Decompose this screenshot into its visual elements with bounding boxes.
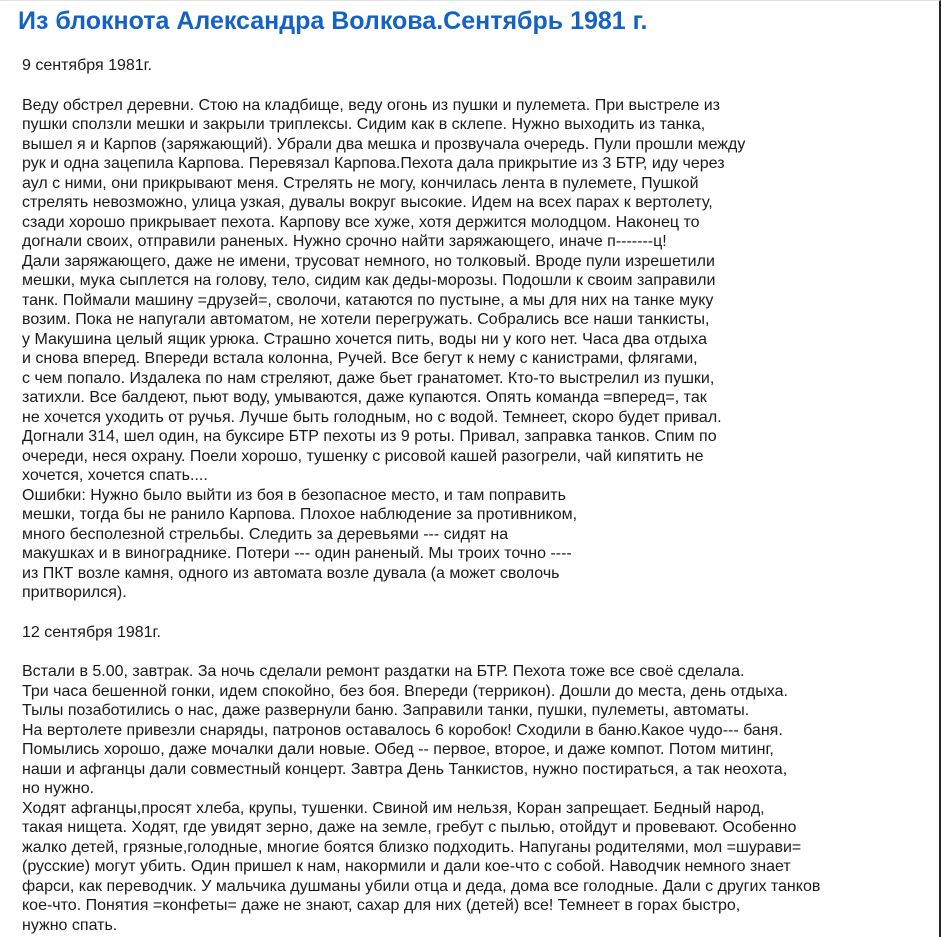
text-line: затихли. Все балдеют, пьют воду, умываются, даже купаются. Опять команда =вперед=, так [22,389,707,406]
text-line: макушках и в винограднике. Потери --- один раненый. Мы троих точно ---- [22,545,572,562]
text-line: и снова вперед. Впереди встала колонна, Ручей. Все бегут к нему с канистрами, флягами, [22,350,698,367]
text-line: мешки, тогда бы не ранило Карпова. Плохое наблюдение за противником, [22,506,578,523]
text-line: Тылы позаботились о нас, даже развернули баню. Заправили танки, пушки, пулеметы, автоматы. [22,702,750,719]
text-line: у Макушина целый ящик урюка. Страшно хочется пить, воды ни у кого нет. Часа два отдыха [22,330,707,348]
entry-date: 9 сентября 1981г. [22,57,152,74]
text-line: На вертолете привезли снаряды, патронов оставалось 6 коробок! Сходили в баню.Какое чудо--- баня. [22,721,783,739]
text-line: (русские) могут убить. Один пришел к нам, накормили и дали кое-что с собой. Наводчик немного знает [22,858,791,875]
text-line: притворился). [22,584,127,601]
text-line: очереди, неся охрану. Поели хорошо, тушенку с рисовой кашей разогрели, чай кипятить не [22,447,704,465]
text-line: фарси, как переводчик. У мальчика душманы убили отца и деда, дома все голодные. Дали с других танков [22,877,821,895]
text-line: Догнали 314, шел один, на буксире БТР пехоты из 9 роты. Привал, заправка танков. Спим по [22,428,717,445]
text-line: танк. Поймали машину =друзей=, сволочи, катаются по пустыне, а мы для них на танке муку [22,291,714,309]
text-line: стрелять невозможно, улица узкая, дувалы вокруг высокие. Идем на всех парах к вертолету, [22,194,713,211]
text-line: много бесполезной стрельбы. Следить за деревьями --- сидят на [22,525,509,543]
text-line: такая нищета. Ходят, где увидят зерно, даже на земле, гребут с пылью, отойдут и провевают. Особенно [22,819,797,836]
text-line: Ошибки: Нужно было выйти из боя в безопасное место, и там поправить [22,486,566,504]
text-line: нужно спать. [22,916,118,934]
page-title: Из блокнота Александра Волкова.Сентябрь 1981 г. [18,7,648,35]
text-line: с чем попало. Издалека по нам стреляют, даже бьет гранатомет. Кто-то выстрелил из пушки, [22,369,715,387]
text-line: кое-что. Понятия =конфеты= даже не знают, сахар для них (детей) все! Темнеет в горах быстро, [22,897,741,914]
text-line: но нужно. [22,780,95,797]
text-line: не хочется уходить от ручья. Лучше быть голодным, но с водой. Темнеет, скоро будет привал. [22,408,722,426]
text-line: мешки, мука сыплется на голову, тело, сидим как деды-морозы. Подошли к своим заправили [22,272,716,289]
text-line: пушки сползли мешки и закрыли триплексы. Сидим как в склепе. Нужно выходить из танка, [22,116,706,133]
text-line: наши и афганцы дали совместный концерт. Завтра День Танкистов, нужно постираться, а так неохота, [22,760,788,778]
entry-body [22,96,939,603]
text-line: рук и одна зацепила Карпова. Перевязал Карпова.Пехота дала прикрытие из 3 БТР, иду через [22,155,725,172]
text-line: вышел я и Карпов (заряжающий). Убрали два мешка и прозвучала очередь. Пули прошли между [22,135,746,153]
text-line: жалко детей, грязные,голодные, многие боятся близко подходить. Напуганы родителями, мол =шурави= [22,838,802,856]
entry-body [22,662,939,935]
text-line: Три часа бешенной гонки, идем спокойно, без боя. Впереди (террикон). Дошли до места, день отдыха. [22,682,788,700]
text-line: сзади хорошо прикрывает пехота. Карпову все хуже, хотя держится молодцом. Наконец то [22,213,700,231]
diary-entry-september-12 [0,623,939,936]
text-line: Помылись хорошо, даже мочалки дали новые. Обед -- первое, второе, и даже компот. Потом митинг, [22,741,774,758]
text-line: Встали в 5.00, завтрак. За ночь сделали ремонт раздатки на БТР. Пехота тоже все своё сделала. [22,663,745,680]
text-line: аул с ними, они прикрывают меня. Стрелять не могу, кончилась лента в пулемете, Пушкой [22,174,699,192]
text-line: Ходят афганцы,просят хлеба, крупы, тушенки. Свиной им нельзя, Коран запрещает. Бедный народ, [22,799,765,817]
text-line: возим. Пока не напугали автоматом, не хотели перегружать. Собрались все наши танкисты, [22,311,710,328]
text-line: из ПКТ возле камня, одного из автомата возле дувала (а может сволочь [22,564,560,582]
text-line: Дали заряжающего, даже не имени, трусоват немного, но толковый. Вроде пули изрешетили [22,252,715,270]
text-line: хочется, хочется спать.... [22,467,208,484]
text-line: догнали своих, отправили раненых. Нужно срочно найти заряжающего, иначе п-------ц! [22,233,667,250]
text-line: Веду обстрел деревни. Стою на кладбище, веду огонь из пушки и пулемета. При выстреле из [22,96,721,114]
diary-entry-september-9 [0,56,939,603]
entry-date: 12 сентября 1981г. [22,623,161,641]
